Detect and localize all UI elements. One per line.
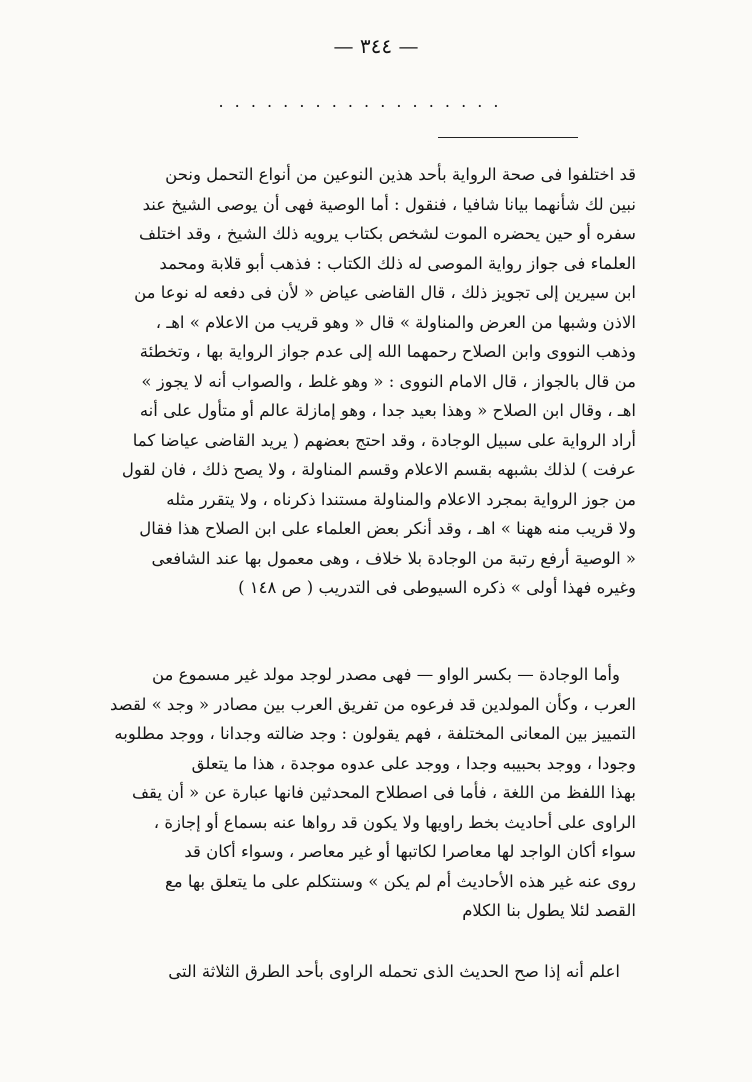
text-line: العلماء فى جواز رواية الموصى له ذلك الكتاب : فذهب أبو قلابة ومحمد bbox=[159, 253, 636, 273]
text-line: أراد الرواية على سبيل الوجادة ، وقد احتج بعضهم ( يريد القاضى عياضا كما bbox=[132, 430, 636, 450]
text-line: الاذن وشبها من العرض والمناولة » قال « وهو قريب من الاعلام » اهـ ، bbox=[155, 312, 636, 332]
page-number: — ٣٤٤ — bbox=[333, 34, 419, 58]
text-line: قد اختلفوا فى صحة الرواية بأحد هذين النوعين من أنواع التحمل ونحن bbox=[165, 165, 636, 184]
text-line: وذهب النووى وابن الصلاح رحمهما الله إلى عدم جواز الرواية بها ، وتخطئة bbox=[139, 342, 636, 361]
text-line: روى عنه غير هذه الأحاديث أم لم يكن » وسنتكلم على ما يتعلق بها مع bbox=[164, 871, 636, 891]
text-line: التمييز بين المعانى المختلفة ، فهم يقولون : وجد ضالته وجدانا ، ووجد مطلوبه bbox=[114, 724, 636, 743]
text-line: سواء أكان الواجد لها معاصرا لكاتبها أو غير معاصر ، وسواء أكان قد bbox=[184, 842, 636, 861]
text-line: نبين لك شأنهما بيانا شافيا ، فنقول : أما الوصية فهى أن يوصى الشيخ عند bbox=[142, 194, 636, 214]
text-line: ولا قريب منه ههنا » اهـ ، وقد أنكر بعض العلماء على ابن الصلاح هذا فقال bbox=[139, 519, 636, 538]
paragraph-2 bbox=[108, 660, 636, 926]
horizontal-rule bbox=[438, 137, 578, 138]
paragraph-1 bbox=[108, 160, 636, 603]
text-line: العرب ، وكأن المولدين قد فرعوه من تفريق العرب بين مصادر « وجد » لقصد bbox=[110, 694, 636, 714]
text-line: سفره أو حين يحضره الموت لشخص بكتاب يرويه ذلك الشيخ ، وقد اختلف bbox=[138, 224, 636, 243]
text-line: بهذا اللفظ من اللغة ، فأما فى اصطلاح المحدثين فانها عبارة عن « أن يقف bbox=[131, 783, 636, 802]
text-line: من قال بالجواز ، قال الامام النووى : « وهو غلط ، والصواب أنه لا يجوز » bbox=[141, 371, 636, 391]
paragraph-3 bbox=[108, 957, 636, 987]
text-line: اهـ ، وقال ابن الصلاح « وهذا بعيد جدا ، وهو إمازلة عالم أو متأول على أنه bbox=[139, 401, 636, 420]
text-line: من جوز الرواية بمجرد الاعلام والمناولة مستندا ذكرناه ، ولا يتقرر مثله bbox=[166, 489, 636, 509]
text-line: الراوى على أحاديث بخط راويها ولا يكون قد رواها عنه بسماع أو إجازة ، bbox=[153, 812, 636, 832]
text-line: اعلم أنه إذا صح الحديث الذى تحمله الراوى بأحد الطرق الثلاثة التى bbox=[168, 962, 620, 981]
text-line: وأما الوجادة — بكسر الواو — فهى مصدر لوجد مولد غير مسموع من bbox=[152, 665, 620, 684]
text-line: وغيره فهذا أولى » ذكره السيوطى فى التدريب ( ص ١٤٨ ) bbox=[238, 578, 636, 597]
text-line: « الوصية أرفع رتبة من الوجادة بلا خلاف ، وهى معمول بها عند الشافعى bbox=[151, 548, 636, 568]
ellipsis-separator: . . . . . . . . . . . . . . . . . . bbox=[218, 92, 502, 111]
text-line: وجودا ، ووجد بحبيبه وجدا ، ووجد على عدوه موجدة ، هذا ما يتعلق bbox=[191, 753, 636, 773]
text-line: عرفت ) لذلك بشبهه بقسم الاعلام وقسم المناولة ، ولا يصح ذلك ، فان لقول bbox=[121, 460, 636, 479]
text-line: ابن سيرين إلى تجويز ذلك ، قال القاضى عياض « لأن فى دفعه له نوعا من bbox=[134, 283, 636, 302]
text-line: القصد لئلا يطول بنا الكلام bbox=[462, 901, 636, 920]
